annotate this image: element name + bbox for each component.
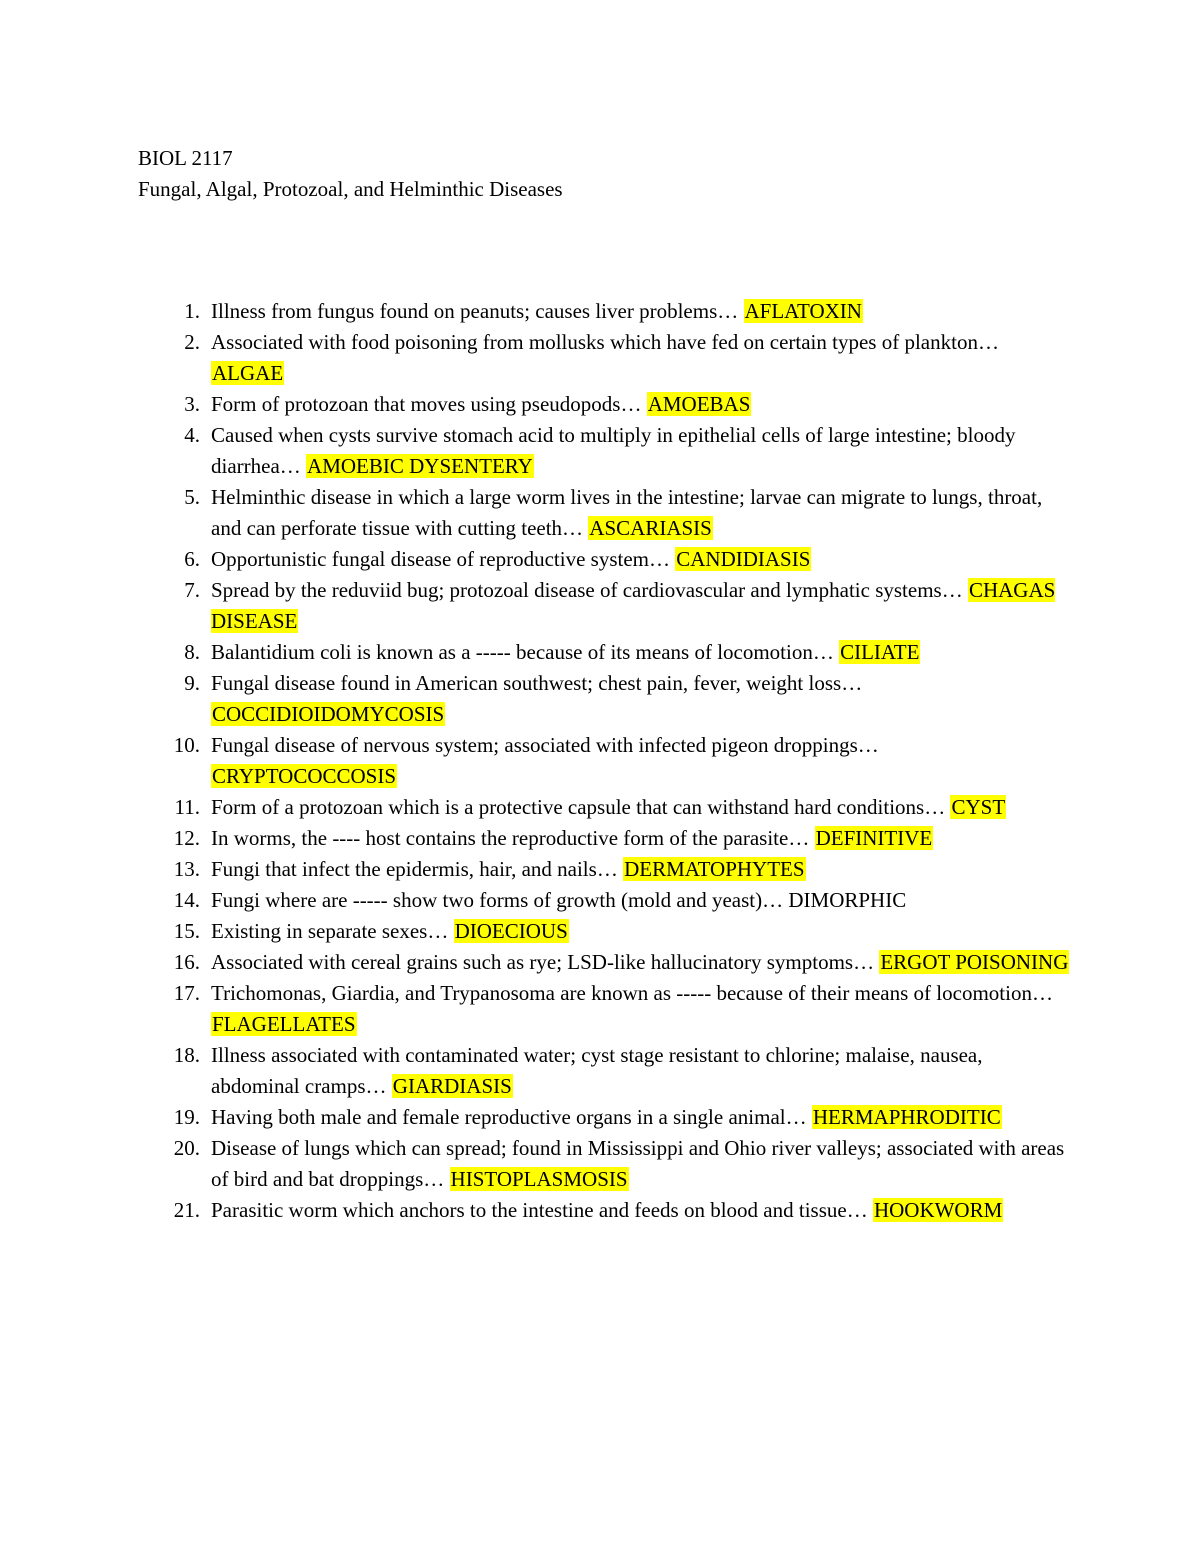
question-text: Disease of lungs which can spread; found in Mississippi and Ohio river valleys; associated with areas of bird and bat droppings… bbox=[211, 1136, 1065, 1191]
item-number: 6. bbox=[184, 547, 200, 571]
answer-text: CILIATE bbox=[840, 640, 920, 664]
list-item bbox=[0, 947, 1200, 978]
answer-text: FLAGELLATES bbox=[212, 1012, 356, 1036]
question-text: In worms, the ---- host contains the reproductive form of the parasite… bbox=[211, 826, 815, 850]
item-number: 3. bbox=[184, 392, 200, 416]
answer-text: CANDIDIASIS bbox=[676, 547, 811, 571]
answer-text: HERMAPHRODITIC bbox=[812, 1105, 1001, 1129]
item-number: 12. bbox=[173, 826, 200, 850]
question-text: Caused when cysts survive stomach acid to multiply in epithelial cells of large intestine; bloody diarrhea… bbox=[211, 423, 1016, 478]
item-number: 8. bbox=[184, 640, 200, 664]
question-text: Fungi where are ----- show two forms of growth (mold and yeast)… bbox=[211, 888, 789, 912]
answer-text: DIMORPHIC bbox=[788, 888, 907, 912]
answer-text: AMOEBIC DYSENTERY bbox=[307, 454, 533, 478]
item-number: 21. bbox=[173, 1198, 200, 1222]
item-number: 19. bbox=[173, 1105, 200, 1129]
question-text: Associated with food poisoning from mollusks which have fed on certain types of plankton… bbox=[211, 330, 999, 354]
answer-text: DERMATOPHYTES bbox=[624, 857, 805, 881]
answer-text: DEFINITIVE bbox=[815, 826, 933, 850]
list-item bbox=[0, 823, 1200, 854]
list-item bbox=[0, 389, 1200, 420]
item-number: 20. bbox=[173, 1136, 200, 1160]
answer-text: DIOECIOUS bbox=[454, 919, 568, 943]
item-number: 2. bbox=[184, 330, 200, 354]
item-number: 15. bbox=[173, 919, 200, 943]
answer-text: HOOKWORM bbox=[873, 1198, 1003, 1222]
document-header bbox=[138, 143, 563, 205]
question-text: Fungal disease of nervous system; associated with infected pigeon droppings… bbox=[211, 733, 879, 757]
question-text: Spread by the reduviid bug; protozoal disease of cardiovascular and lymphatic systems… bbox=[211, 578, 968, 602]
item-number: 4. bbox=[184, 423, 200, 447]
answer-text: COCCIDIOIDOMYCOSIS bbox=[212, 702, 445, 726]
answer-text: GIARDIASIS bbox=[392, 1074, 512, 1098]
question-text: Helminthic disease in which a large worm lives in the intestine; larvae can migrate to lungs, throat, and can perforate tissue with cutting teeth… bbox=[211, 485, 1043, 540]
answer-text: ERGOT POISONING bbox=[880, 950, 1069, 974]
item-number: 16. bbox=[173, 950, 200, 974]
list-item bbox=[0, 1133, 1200, 1195]
list-item bbox=[0, 420, 1200, 482]
answer-text: AMOEBAS bbox=[647, 392, 751, 416]
list-item bbox=[0, 544, 1200, 575]
item-number: 7. bbox=[184, 578, 200, 602]
item-number: 9. bbox=[184, 671, 200, 695]
answer-text: CHAGAS DISEASE bbox=[211, 578, 1056, 633]
list-item bbox=[0, 327, 1200, 389]
question-text: Existing in separate sexes… bbox=[211, 919, 454, 943]
question-text: Balantidium coli is known as a ----- because of its means of locomotion… bbox=[211, 640, 840, 664]
item-number: 18. bbox=[173, 1043, 200, 1067]
question-text: Illness associated with contaminated water; cyst stage resistant to chlorine; malaise, nausea, abdominal cramps… bbox=[211, 1043, 983, 1098]
question-text: Illness from fungus found on peanuts; causes liver problems… bbox=[211, 299, 744, 323]
item-number: 5. bbox=[184, 485, 200, 509]
list-item bbox=[0, 575, 1200, 637]
answer-text: CRYPTOCOCCOSIS bbox=[212, 764, 397, 788]
item-number: 11. bbox=[174, 795, 200, 819]
answer-text: CYST bbox=[951, 795, 1006, 819]
answer-text: ASCARIASIS bbox=[589, 516, 712, 540]
question-list bbox=[0, 296, 1200, 1226]
list-item bbox=[0, 482, 1200, 544]
item-number: 14. bbox=[173, 888, 200, 912]
list-item bbox=[0, 296, 1200, 327]
list-item bbox=[0, 668, 1200, 730]
list-item bbox=[0, 1195, 1200, 1226]
question-text: Associated with cereal grains such as rye; LSD-like hallucinatory symptoms… bbox=[211, 950, 880, 974]
question-text: Form of protozoan that moves using pseudopods… bbox=[211, 392, 647, 416]
item-number: 17. bbox=[173, 981, 200, 1005]
item-number: 13. bbox=[173, 857, 200, 881]
question-text: Opportunistic fungal disease of reproductive system… bbox=[211, 547, 676, 571]
answer-text: ALGAE bbox=[212, 361, 284, 385]
answer-text: HISTOPLASMOSIS bbox=[450, 1167, 628, 1191]
document-title: Fungal, Algal, Protozoal, and Helminthic Diseases bbox=[138, 177, 563, 201]
item-number: 10. bbox=[173, 733, 200, 757]
list-item bbox=[0, 730, 1200, 792]
list-item bbox=[0, 1040, 1200, 1102]
list-item bbox=[0, 885, 1200, 916]
list-item bbox=[0, 854, 1200, 885]
answer-text: AFLATOXIN bbox=[744, 299, 862, 323]
list-item bbox=[0, 978, 1200, 1040]
item-number: 1. bbox=[184, 299, 200, 323]
question-text: Parasitic worm which anchors to the intestine and feeds on blood and tissue… bbox=[211, 1198, 873, 1222]
list-item bbox=[0, 916, 1200, 947]
question-text: Fungal disease found in American southwest; chest pain, fever, weight loss… bbox=[211, 671, 863, 695]
question-text: Trichomonas, Giardia, and Trypanosoma are known as ----- because of their means of locomotion… bbox=[211, 981, 1053, 1005]
question-text: Having both male and female reproductive organs in a single animal… bbox=[211, 1105, 812, 1129]
list-item bbox=[0, 792, 1200, 823]
list-item bbox=[0, 637, 1200, 668]
question-text: Fungi that infect the epidermis, hair, and nails… bbox=[211, 857, 624, 881]
question-text: Form of a protozoan which is a protective capsule that can withstand hard conditions… bbox=[211, 795, 951, 819]
list-item bbox=[0, 1102, 1200, 1133]
course-code: BIOL 2117 bbox=[138, 146, 233, 170]
